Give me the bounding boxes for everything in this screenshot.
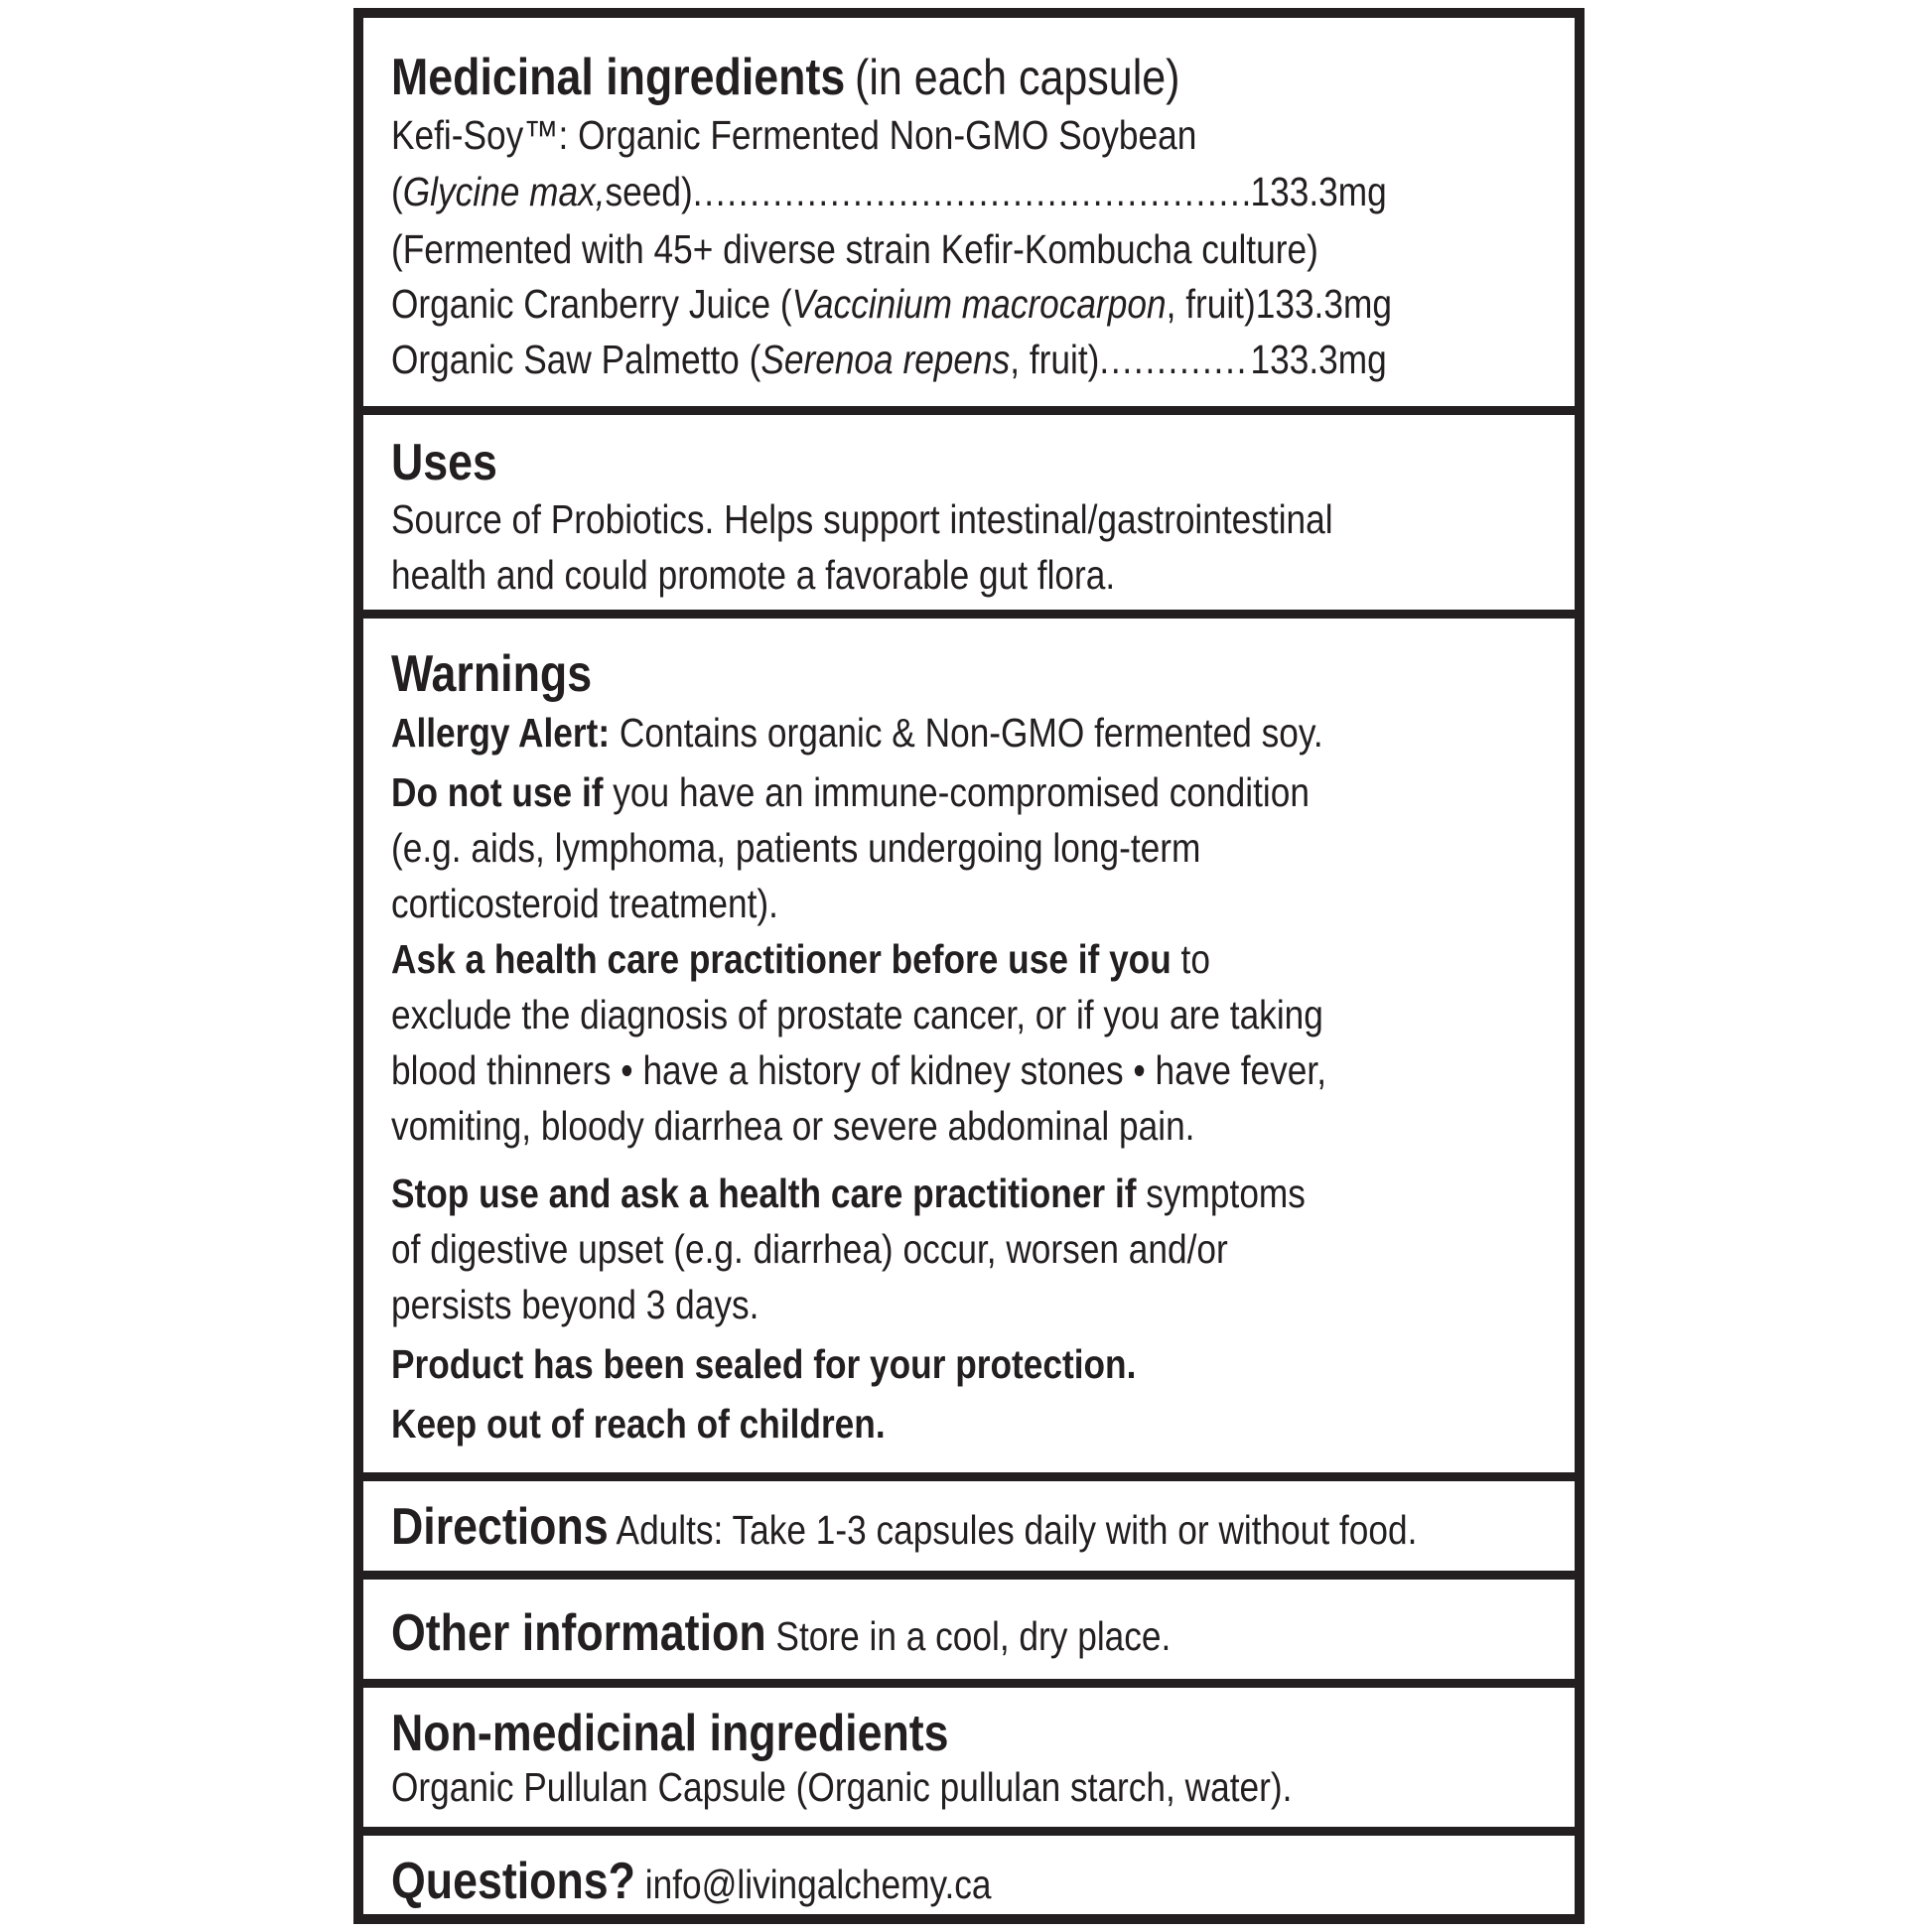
other-information-section — [363, 1580, 1575, 1679]
allergy-alert-line — [391, 710, 1387, 756]
section-divider — [363, 1571, 1575, 1580]
section-divider — [363, 1827, 1575, 1836]
cranberry-name: Organic Cranberry Juice ( — [391, 281, 792, 327]
uses-text-line-1: Source of Probiotics. Helps support intestinal/gastrointestinal — [391, 496, 1333, 542]
other-information-heading: Other information — [391, 1604, 766, 1662]
stop-use-label: Stop use and ask a health care practitioner if — [391, 1171, 1137, 1216]
do-not-use-line-3: corticosteroid treatment). — [391, 881, 778, 926]
directions-heading: Directions — [391, 1498, 609, 1556]
warnings-heading: Warnings — [391, 645, 593, 703]
cranberry-part: , fruit) — [1166, 281, 1256, 327]
directions-text: Adults: Take 1-3 capsules daily with or without food. — [608, 1507, 1418, 1553]
medicinal-heading-line — [391, 49, 1387, 106]
soy-part: seed) — [605, 169, 693, 214]
uses-heading: Uses — [391, 434, 497, 491]
label-panel — [353, 8, 1585, 1924]
contact-email-link[interactable]: info@livingalchemy.ca — [634, 1862, 992, 1907]
do-not-use-line-1 — [391, 769, 1387, 815]
non-medicinal-section — [363, 1688, 1575, 1827]
soy-open: ( — [391, 169, 403, 214]
ask-practitioner-line-4: vomiting, bloody diarrhea or severe abdominal pain. — [391, 1103, 1195, 1149]
sealed-notice: Product has been sealed for your protection. — [391, 1341, 1137, 1387]
other-information-text: Store in a cool, dry place. — [765, 1613, 1172, 1659]
section-divider — [363, 1679, 1575, 1688]
uses-text-line-2: health and could promote a favorable gut flora. — [391, 552, 1116, 598]
saw-palmetto-latin-name: Serenoa repens — [760, 337, 1011, 382]
soy-ingredient-row — [391, 169, 1387, 214]
stop-use-line-2: of digestive upset (e.g. diarrhea) occur, worsen and/or — [391, 1226, 1228, 1272]
allergy-alert-label: Allergy Alert: — [391, 710, 611, 756]
soy-latin-name: Glycine max, — [402, 169, 606, 214]
section-divider — [363, 1472, 1575, 1481]
soy-amount: 133.3mg — [1250, 169, 1387, 214]
section-divider — [363, 406, 1575, 415]
do-not-use-label: Do not use if — [391, 769, 604, 815]
do-not-use-text: you have an immune-compromised condition — [603, 769, 1310, 815]
do-not-use-line-2: (e.g. aids, lymphoma, patients undergoing long-term — [391, 825, 1201, 871]
medicinal-heading-suffix: (in each capsule) — [855, 50, 1180, 105]
section-divider — [363, 610, 1575, 619]
medicinal-heading: Medicinal ingredients — [391, 49, 846, 106]
cranberry-latin-name: Vaccinium macrocarpon — [791, 281, 1167, 327]
ask-practitioner-line-3: blood thinners • have a history of kidney stones • have fever, — [391, 1047, 1327, 1093]
questions-line — [391, 1853, 1387, 1910]
ask-practitioner-text: to — [1171, 936, 1210, 982]
leader-dots — [693, 172, 1251, 212]
non-medicinal-text: Organic Pullulan Capsule (Organic pullulan starch, water). — [391, 1764, 1293, 1810]
other-information-line — [391, 1604, 1387, 1662]
ask-practitioner-line-2: exclude the diagnosis of prostate cancer, or if you are taking — [391, 992, 1323, 1037]
directions-line — [391, 1498, 1418, 1556]
allergy-alert-text: Contains organic & Non-GMO fermented soy. — [610, 710, 1323, 756]
saw-palmetto-amount: 133.3mg — [1250, 337, 1387, 382]
questions-section — [363, 1836, 1575, 1915]
ask-practitioner-label: Ask a health care practitioner before use if you — [391, 936, 1172, 982]
fermented-note: (Fermented with 45+ diverse strain Kefir-Kombucha culture) — [391, 226, 1318, 272]
stop-use-line-3: persists beyond 3 days. — [391, 1282, 759, 1327]
saw-palmetto-ingredient-row — [391, 337, 1387, 382]
medicinal-section — [363, 18, 1575, 408]
cranberry-amount: 133.3mg — [1255, 281, 1392, 327]
cranberry-ingredient-row — [391, 281, 1392, 327]
uses-section — [363, 415, 1575, 610]
keep-out-notice: Keep out of reach of children. — [391, 1401, 886, 1447]
stop-use-line-1 — [391, 1173, 1387, 1214]
warnings-section — [363, 619, 1575, 1472]
leader-dots — [1099, 340, 1250, 380]
saw-palmetto-name: Organic Saw Palmetto ( — [391, 337, 761, 382]
kefi-soy-line: Kefi-Soy™: Organic Fermented Non-GMO Soybean — [391, 112, 1197, 158]
directions-section — [363, 1481, 1575, 1571]
non-medicinal-heading: Non-medicinal ingredients — [391, 1705, 949, 1762]
ask-practitioner-line-1 — [391, 936, 1387, 982]
saw-palmetto-part: , fruit) — [1010, 337, 1100, 382]
stop-use-text: symptoms — [1136, 1171, 1306, 1216]
questions-heading: Questions? — [391, 1853, 635, 1910]
